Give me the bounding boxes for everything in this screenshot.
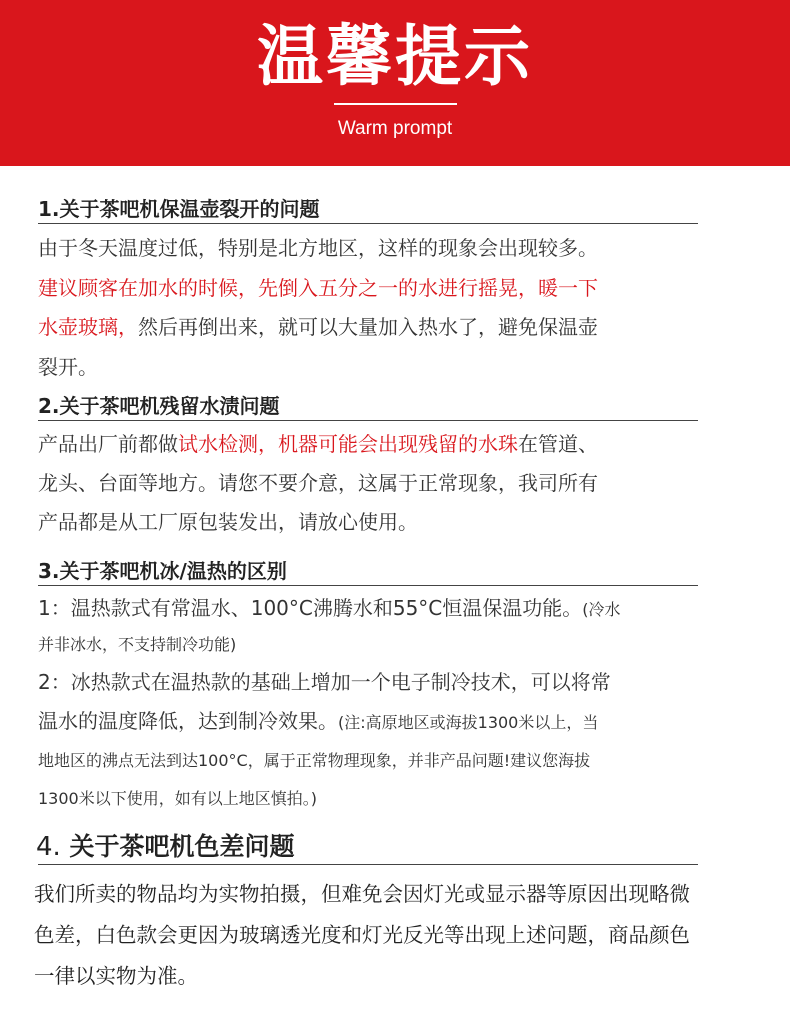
section-4-title [36, 830, 295, 864]
section-2-line-1: 产品出厂前都做试水检测，机器可能会出现残留的水珠在管道、 [38, 432, 598, 456]
header-banner [0, 0, 790, 166]
section-4-line-1: 我们所卖的物品均为实物拍摄，但难免会因灯光或显示器等原因出现略微 [34, 882, 690, 906]
section-3-line-3: 2：冰热款式在温热款的基础上增加一个电子制冷技术，可以将常 [38, 670, 611, 694]
section-1-title: 1.关于茶吧机保温壶裂开的问题 [38, 197, 320, 221]
section-3-line-6: 1300米以下使用，如有以上地区慎拍。) [38, 789, 317, 808]
section-3-divider [38, 585, 698, 586]
section-1-line-4: 裂开。 [38, 354, 98, 379]
section-2-divider [38, 420, 698, 421]
section-3-title: 3.关于茶吧机冰/温热的区别 [38, 559, 287, 583]
section-2-line-2: 龙头、台面等地方。请您不要介意，这属于正常现象，我司所有 [38, 471, 598, 495]
section-1-line-1: 由于冬天温度过低，特别是北方地区，这样的现象会出现较多。 [38, 236, 598, 260]
section-3-line-5: 地地区的沸点无法到达100°C，属于正常物理现象，并非产品问题!建议您海拔 [38, 751, 591, 770]
page-subtitle: Warm prompt [337, 118, 453, 139]
section-3-body [38, 590, 621, 818]
section-2-line-3: 产品都是从工厂原包装发出，请放心使用。 [38, 510, 418, 534]
section-4-number: 4. [36, 832, 61, 862]
page-title: 温馨提示 [257, 18, 533, 95]
section-1-divider [38, 223, 698, 224]
title-divider [334, 103, 457, 105]
section-3-line-2: 并非冰水，不支持制冷功能) [38, 635, 237, 654]
section-4-body [34, 874, 690, 997]
section-4-divider [38, 864, 698, 865]
section-2-title: 2.关于茶吧机残留水渍问题 [38, 394, 280, 418]
section-3-line-1: 1：温热款式有常温水、100°C沸腾水和55°C恒温保温功能。(冷水 [38, 596, 621, 620]
section-1-line-2: 建议顾客在加水的时候，先倒入五分之一的水进行摇晃，暖一下 [38, 275, 598, 300]
section-4-title-text: 关于茶吧机色差问题 [69, 832, 295, 861]
section-3-line-4: 温水的温度降低，达到制冷效果。(注:高原地区或海拔1300米以上，当 [38, 709, 599, 733]
section-4-line-3: 一律以实物为准。 [34, 964, 198, 988]
section-2-body [38, 425, 598, 542]
section-1-line-3: 水壶玻璃，然后再倒出来，就可以大量加入热水了，避免保温壶 [38, 315, 598, 339]
section-4-line-2: 色差，白色款会更因为玻璃透光度和灯光反光等出现上述问题，商品颜色 [34, 923, 690, 947]
section-1-body [38, 229, 598, 387]
